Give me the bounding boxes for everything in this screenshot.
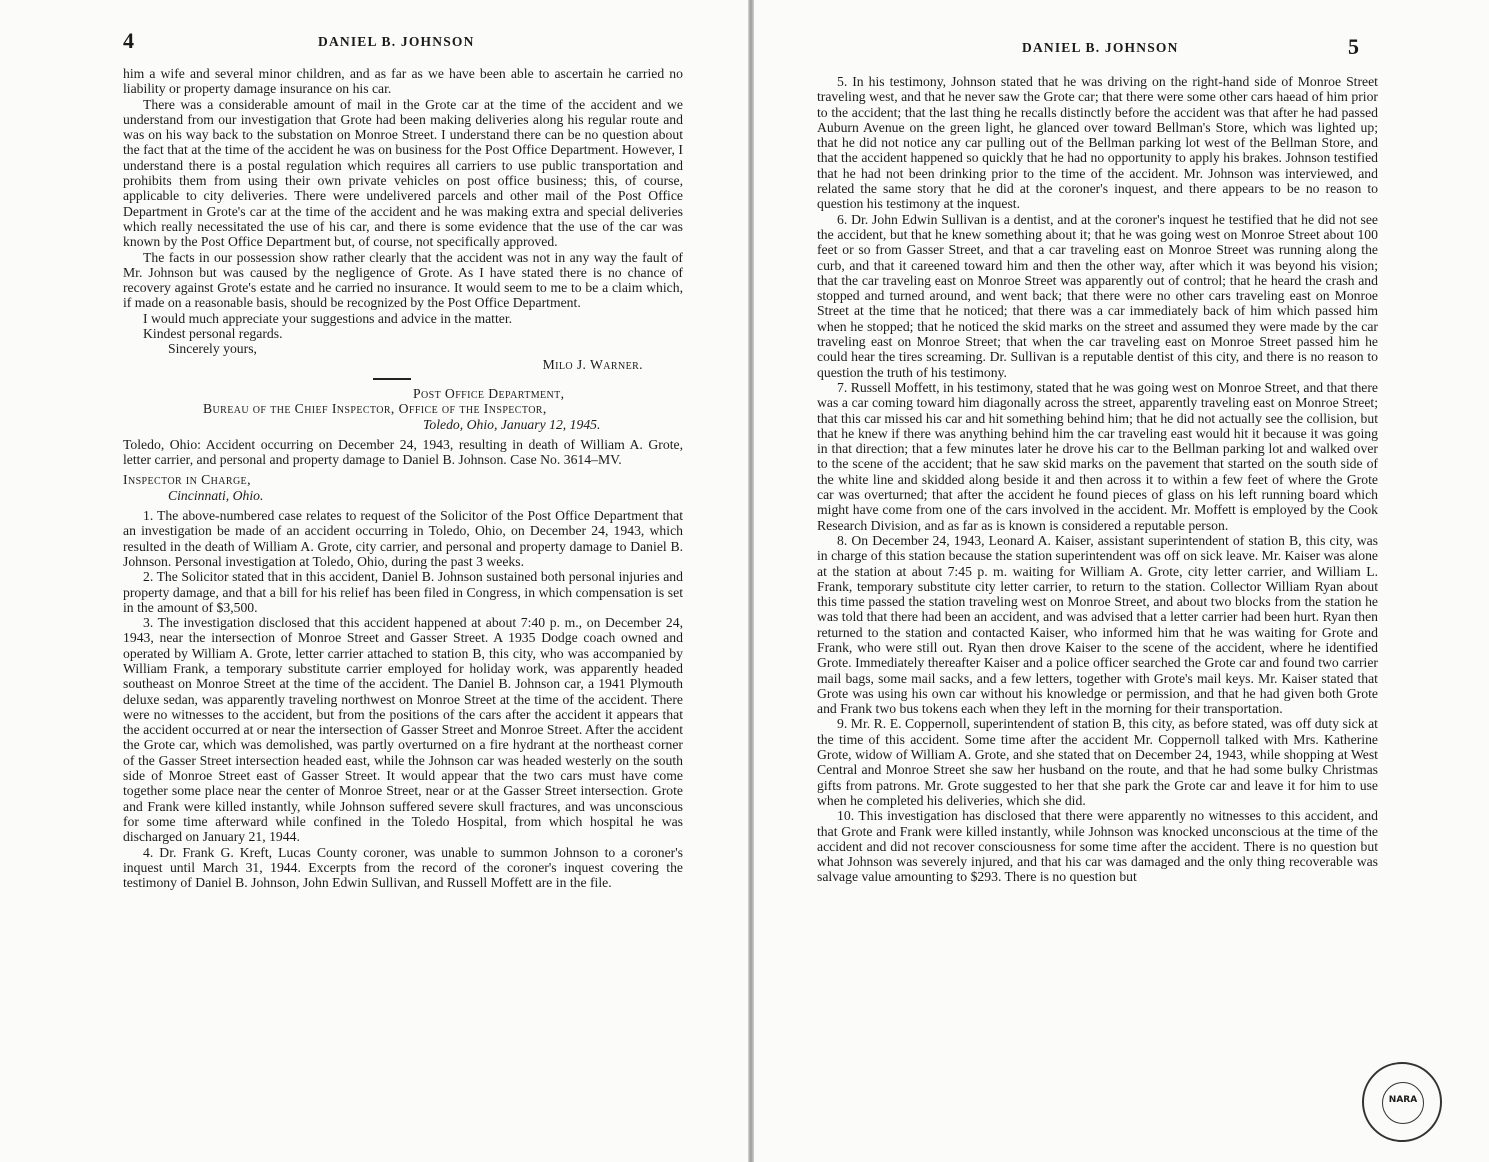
left-body (123, 66, 683, 890)
library-seal-icon (1362, 1062, 1442, 1142)
paragraph: him a wife and several minor children, and as far as we have been able to ascertain he carried no liability or property damage insurance on his car. (123, 66, 683, 97)
separator-rule (373, 378, 411, 380)
closing: Sincerely yours, (168, 341, 257, 357)
numbered-paragraph: 3. The investigation disclosed that this accident happened at about 7:40 p. m., on December 24, 1943, near the intersection of Monroe Street and Gasser Street. A 1935 Dodge coach owned and operated by William A. Grote, letter carrier attached to station B, this city, who was accompanied by William Frank, a temporary substitute carrier employed for holiday work, was apparently headed southeast on Monroe Street at the time of the accident. The Daniel B. Johnson car, a 1941 Plymouth deluxe sedan, was apparently traveling northwest on Monroe Street at the time of the accident. There were no witnesses to the accident, but from the positions of the cars after the accident it appears that the accident occurred at or near the intersection of Gasser Street and Monroe Street. After the accident the Grote car, which was demolished, was partly overturned on a fire hydrant at the northeast corner of the Gasser Street intersection headed east, while the Johnson car was headed westerly on the south side of Monroe Street east of Gasser Street. It would appear that the two cars must have come together some place near the center of Monroe Street, near or at the Gasser Street intersection. Grote and Frank were killed instantly, while Johnson suffered severe skull fractures, and was unconscious for some time afterward while confined in the Toledo Hospital, from which hospital he was discharged on January 21, 1944. (123, 615, 683, 845)
right-page (754, 0, 1489, 1162)
numbered-paragraph: 9. Mr. R. E. Coppernoll, superintendent of station B, this city, as before stated, was off duty sick at the time of this accident. Some time after the accident Mr. Coppernoll talked with Mrs. Katherine Grote, widow of William A. Grote, and she stated that on December 24, 1943, while shopping at West Central and Monroe Street she saw her husband on the route, and that he had some bulky Christmas gifts from patrons. Mr. Grote suggested to her that she park the Grote car and leave it for him to use when he completed his deliveries, which she did. (817, 716, 1378, 808)
numbered-paragraph: 6. Dr. John Edwin Sullivan is a dentist, and at the coroner's inquest he testified that he did not see the accident, but that he knew something about it; that he was going west on Monroe Street about 100 feet or so from Gasser Street, and that a car traveling east on Monroe Street was running along the curb, and that it careened toward him and then the other way, after which it was beyond his vision; that the car traveling east on Monroe Street was apparently out of control; that he heard the crash and stopped and turned around, and went back; that there were no other cars traveling east on Monroe Street at the time that he noticed; that there was a car immediately back of him which passed him when he stopped; that he noticed the skid marks on the street and assumed they were made by the car traveling east on Monroe Street; that when the car traveling east on Monroe Street passed him he could hear the tires screaming. Dr. Sullivan is a reputable dentist of this city, and there is no reason to question the truth of his testimony. (817, 211, 1378, 380)
page-number-right: 5 (1348, 34, 1359, 59)
subject-line: Toledo, Ohio: Accident occurring on December 24, 1943, resulting in death of William A. Grote, letter carrier, and personal and property damage to Daniel B. Johnson. Case No. 3614–MV. (123, 436, 683, 468)
numbered-paragraph: 5. In his testimony, Johnson stated that he was driving on the right-hand side of Monroe Street traveling west, and that he never saw the Grote car; that there were some other cars haead of him prior to the accident; that the last thing he recalls distinctly before the accident was that after he had passed Auburn Avenue on the green light, he glanced over toward Bellman's Store, which was lighted up; that he did not notice any car pulling out of the Bellman parking lot west of the Bellman Store, and that the accident happened so quickly that he had no opportunity to apply his brakes. Johnson testified that he had not been drinking prior to the time of the accident. Mr. Johnson was interviewed, and related the same story that he did at the coroner's inquest, and there appears to be no reason to question his testimony at the inquest. (817, 74, 1378, 212)
numbered-paragraph: 2. The Solicitor stated that in this accident, Daniel B. Johnson sustained both personal injuries and property damage, and that a bill for his relief has been filed in Congress, in which compensation is set in the amount of $3,500. (123, 569, 683, 615)
numbered-paragraph: 7. Russell Moffett, in his testimony, stated that he was going west on Monroe Street, and that there was a car coming toward him diagonally across the street, apparently traveling east on Monroe Street; that this car missed his car and hit something behind him; that he did not actually see the collision, but that he knew if there was anything behind him the car traveling east would hit it because it was going in that direction; that a few minutes later he drove his car to the Bellman parking lot and walked over to the scene of the accident; that he saw skid marks on the pavement that started on the south side of the white line and skidded along beside it and then across it to within a few feet of where the Grote car was overturned; that after the accident he found pieces of glass on his left running board which might have come from one of the cars involved in the accident. Mr. Moffett is employed by the Cook Research Division, and as far as is known is considered a reputable person. (817, 379, 1378, 533)
letterhead-department: Post Office Department, (413, 385, 565, 401)
numbered-paragraph: 4. Dr. Frank G. Kreft, Lucas County coroner, was unable to summon Johnson to a coroner's inquest until March 31, 1944. Excerpts from the record of the coroner's inquest covering the testimony of Daniel B. Johnson, John Edwin Sullivan, and Russell Moffett are in the file. (123, 844, 683, 891)
paragraph: There was a considerable amount of mail in the Grote car at the time of the accident and we understand from our investigation that Grote had been making deliveries along his regular route and was on his way back to the substation on Monroe Street. I understand there can be no question about the fact that at the time of the accident he was on business for the Post Office Department. However, I understand there is a postal regulation which requires all carriers to use public transportation and prohibits them from using their own private vehicles on post office business; this, of course, applicable to city deliveries. There were undelivered parcels and other mail of the Post Office Department in Grote's car at the time of the accident and he was making extra and special deliveries which really necessitated the use of his car, and there is some evidence that the use of the car was known by the Post Office Department but, of course, not specifically approved. (123, 96, 683, 250)
signature: Milo J. Warner. (542, 356, 643, 372)
numbered-paragraph: 10. This investigation has disclosed that there were apparently no witnesses to this accident, and that Grote and Frank were killed instantly, while Johnson was knocked unconscious at the time of the accident and did not recover consciousness for some time after the accident. There is no question but what Johnson was severely injured, and that his car was damaged and the only thing recoverable was salvage value amounting to $293. There is no question but (817, 808, 1378, 885)
numbered-paragraph: 1. The above-numbered case relates to request of the Solicitor of the Post Office Department that an investigation be made of an accident occurring in Toledo, Ohio, on December 24, 1943, which resulted in the death of William A. Grote, city carrier, and personal and property damage to Daniel B. Johnson. Personal investigation at Toledo, Ohio, during the past 3 weeks. (123, 508, 683, 569)
right-body (817, 74, 1378, 885)
running-title-left: DANIEL B. JOHNSON (318, 34, 475, 49)
running-title-right: DANIEL B. JOHNSON (1022, 40, 1179, 55)
page-number-left: 4 (123, 28, 134, 53)
addressee-title: Inspector in Charge, (123, 472, 251, 488)
addressee-city: Cincinnati, Ohio. (168, 487, 264, 503)
dateline: Toledo, Ohio, January 12, 1945. (423, 416, 601, 432)
paragraph: Kindest personal regards. (143, 326, 283, 342)
numbered-paragraph: 8. On December 24, 1943, Leonard A. Kaiser, assistant superintendent of station B, this city, was in charge of this station because the station superintendent was off on sick leave. Mr. Kaiser was alone at the station at about 7:45 p. m. waiting for William A. Grote, city letter carrier, and William L. Frank, temporary substitute city letter carrier, to return to the station. Collector William Ryan about this time passed the station traveling west on Monroe Street, and about two blocks from the station he was told that there had been an accident, and was advised that a letter carrier had been hurt. Ryan then returned to the station and contacted Kaiser, who informed him that he was waiting for Grote and Frank, who were still out. Ryan then drove Kaiser to the scene of the accident, where he identified Grote. Immediately thereafter Kaiser and a police officer searched the Grote car and found two carrier mail bags, some mail sacks, and a few letters, together with Grote's mail keys. Mr. Kaiser stated that Grote was using his own car without his knowledge or permission, and that he had given both Grote and Frank two bus tokens each when they left in the morning for their transportation. (817, 532, 1378, 717)
seal-center-text: NARA (1388, 1095, 1418, 1105)
paragraph: The facts in our possession show rather clearly that the accident was not in any way the fault of Mr. Johnson but was caused by the negligence of Grote. As I have stated there is no chance of recovery against Grote's estate and he carried no insurance. It would seem to me to be a claim which, if made on a reasonable basis, should be recognized by the Post Office Department. (123, 249, 683, 311)
paragraph: I would much appreciate your suggestions and advice in the matter. (143, 310, 513, 326)
letterhead-bureau: Bureau of the Chief Inspector, Office of the Inspector, (203, 401, 547, 417)
